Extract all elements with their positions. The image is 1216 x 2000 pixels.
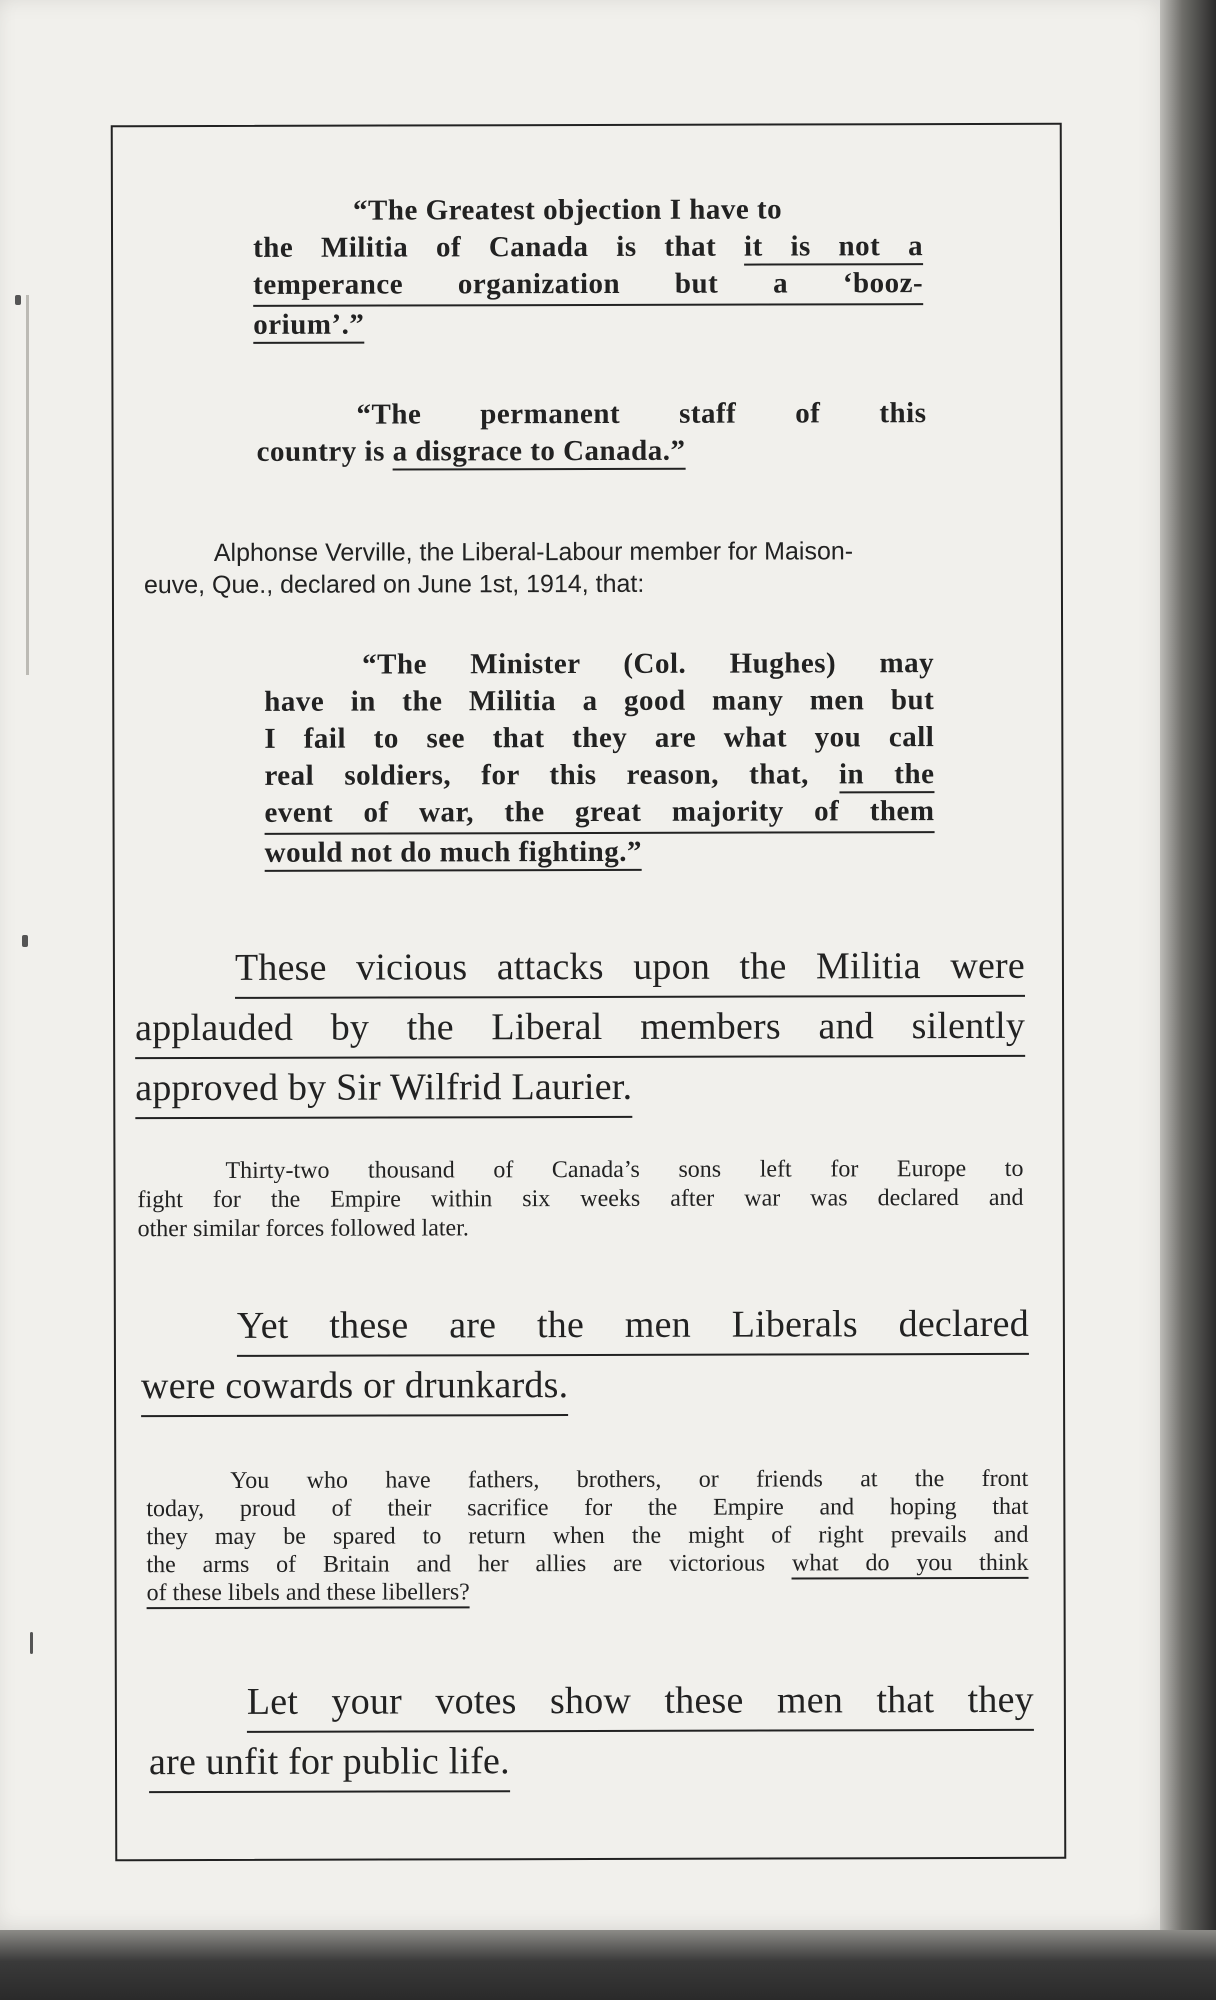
underlined-text: in the: [839, 758, 935, 793]
underlined-text: would not do much fighting.”: [265, 836, 642, 872]
quote-line: [265, 833, 935, 872]
statement-line: approved by Sir Wilfrid Laurier.: [135, 1058, 632, 1119]
quote-line: real soldiers, for this reason, that, in the: [264, 758, 935, 792]
quote-line: the Militia of Canada is that it is not a: [253, 230, 924, 264]
quote-permanent-staff: [256, 395, 926, 471]
statement-unfit: [149, 1671, 1034, 1793]
quote-line: temperance organization but a ‘booz-: [253, 265, 923, 307]
paper-right-edge: [1160, 0, 1216, 2000]
statement-line: applauded by the Liberal members and silently: [135, 997, 1025, 1059]
underlined-text: orium’.”: [253, 309, 364, 344]
binding-staple-mark: [22, 935, 28, 947]
quote-line: event of war, the great majority of them: [264, 793, 934, 835]
attribution-text: Alphonse Verville, the Liberal-Labour member for Maison- euve, Que., declared on June 1st, 1914, that:: [143, 537, 854, 600]
statement-line: Let your votes show these men that they: [247, 1671, 1034, 1733]
paper-bottom-edge: [0, 1930, 1216, 2000]
quote-line: “The Greatest objection I have to: [352, 193, 783, 227]
binding-staple-mark: [15, 295, 21, 305]
underlined-text: a disgrace to Canada.”: [393, 435, 686, 471]
quote-minister-hughes: [264, 645, 935, 872]
statement-line: These vicious attacks upon the Militia were: [235, 937, 1025, 999]
statement-vicious-attacks: [135, 937, 1025, 1119]
statement-line: Yet these are the men Liberals declared: [237, 1295, 1029, 1357]
quote-line: [253, 305, 923, 344]
statement-line: were cowards or drunkards.: [141, 1356, 568, 1417]
statement-cowards: [141, 1295, 1029, 1417]
statement-line: are unfit for public life.: [149, 1732, 510, 1793]
quote-line: “The permanent staff of this: [356, 397, 927, 431]
bordered-panel: [111, 123, 1067, 1861]
binding-crease: [26, 295, 29, 675]
quote-line: have in the Militia a good many men but: [264, 684, 935, 718]
quote-line: I fail to see that they are what you call: [264, 721, 935, 755]
binding-staple-mark: [30, 1632, 33, 1654]
paragraph-thirty-two-thousand: Thirty-two thousand of Canada’s sons left for Europe to fight for the Empire within six weeks after war was declared and other similar forces followed later.: [137, 1155, 1024, 1243]
underlined-text: of these libels and these libellers?: [147, 1579, 470, 1609]
quote-line: “The Minister (Col. Hughes) may: [362, 647, 935, 681]
underlined-text: it is not a: [744, 230, 923, 265]
quote-militia-objection: [253, 191, 923, 344]
paragraph-fathers-brothers: You who have fathers, brothers, or friends at the front today, proud of their sacrifice for the Empire and hoping that they may be spared to return when the might of right prevails and the arms of Britain and her allies are victorious what do you think of these libels and these libellers?: [146, 1465, 1028, 1607]
underlined-text: what do you think: [792, 1550, 1029, 1580]
quote-line: country is a disgrace to Canada.”: [257, 432, 927, 471]
